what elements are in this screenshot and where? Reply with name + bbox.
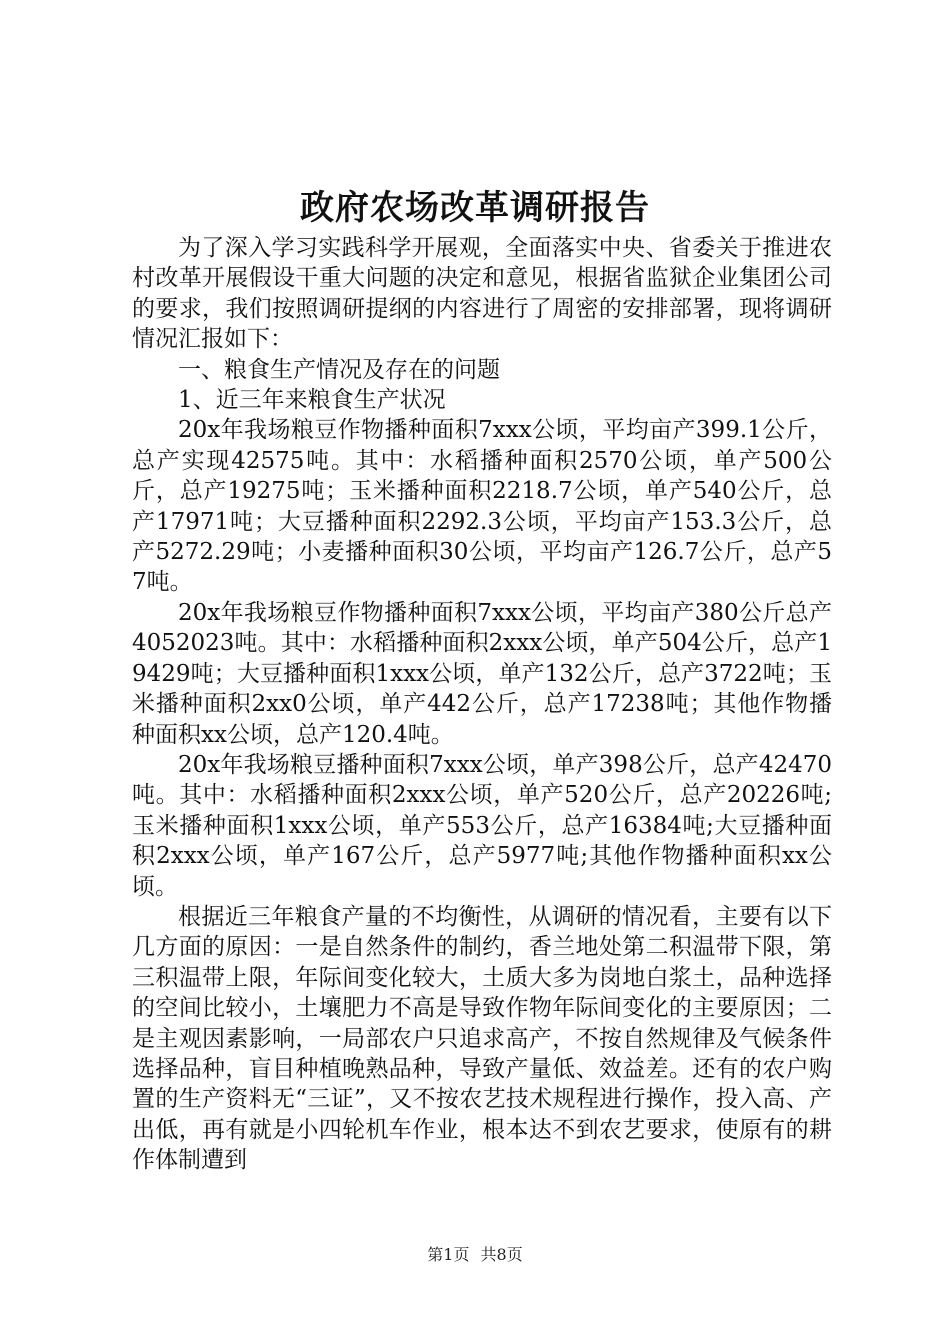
section-heading: 一、粮食生产情况及存在的问题 [178,356,500,383]
document-title: 政府农场改革调研报告 [300,188,650,228]
page-total: 共8页 [480,1245,523,1264]
year-two-paragraph: 20x年我场粮豆作物播种面积7xxx公顷，平均亩产380公斤总产4052023吨。其中：水稻播种面积2xxx公顷，单产504公斤，总产19429吨；大豆播种面积1xxx公顷，单产132公斤，总产3722吨；玉米播种面积2xx0公顷，单产442公斤，总产17238吨；其他作物播种面积xx公顷，总产120.4吨。 [132,599,832,748]
year-one-paragraph: 20x年我场粮豆作物播种面积7xxx公顷，平均亩产399.1公斤，总产实现42575吨。其中：水稻播种面积2570公顷，单产500公斤，总产19275吨；玉米播种面积2218.7公顷，单产540公斤，总产17971吨；大豆播种面积2292.3公顷，平均亩产153.3公斤，总产5272.29吨；小麦播种面积30公顷，平均亩产126.7公斤，总产57吨。 [132,417,832,596]
year-three-paragraph: 20x年我场粮豆播种面积7xxx公顷，单产398公斤，总产42470吨。其中：水稻播种面积2xxx公顷，单产520公斤，总产20226吨;玉米播种面积1xxx公顷，单产553公斤，总产16384吨;大豆播种面积2xxx公顷，单产167公斤，总产5977吨;其他作物播种面积xx公顷。 [132,751,832,900]
document-body [132,233,832,1176]
page-footer [0,1243,950,1267]
page-number: 第1页 [427,1245,470,1264]
subsection-heading: 1、近三年来粮食生产状况 [178,387,446,414]
analysis-paragraph: 根据近三年粮食产量的不均衡性，从调研的情况看，主要有以下几方面的原因：一是自然条件的制约，香兰地处第二积温带下限，第三积温带上限，年际间变化较大，土质大多为岗地白浆土，品种选择的空间比较小，土壤肥力不高是导致作物年际间变化的主要原因；二是主观因素影响，一局部农户只追求高产，不按自然规律及气候条件选择品种，盲目种植晚熟品种，导致产量低、效益差。还有的农户购置的生产资料无“三证”，又不按农艺技术规程进行操作，投入高、产出低，再有就是小四轮机车作业，根本达不到农艺要求，使原有的耕作体制遭到 [132,903,832,1174]
intro-paragraph: 为了深入学习实践科学开展观，全面落实中央、省委关于推进农村改革开展假设干重大问题的决定和意见，根据省监狱企业集团公司的要求，我们按照调研提纲的内容进行了周密的安排部署，现将调研情况汇报如下： [132,235,832,353]
